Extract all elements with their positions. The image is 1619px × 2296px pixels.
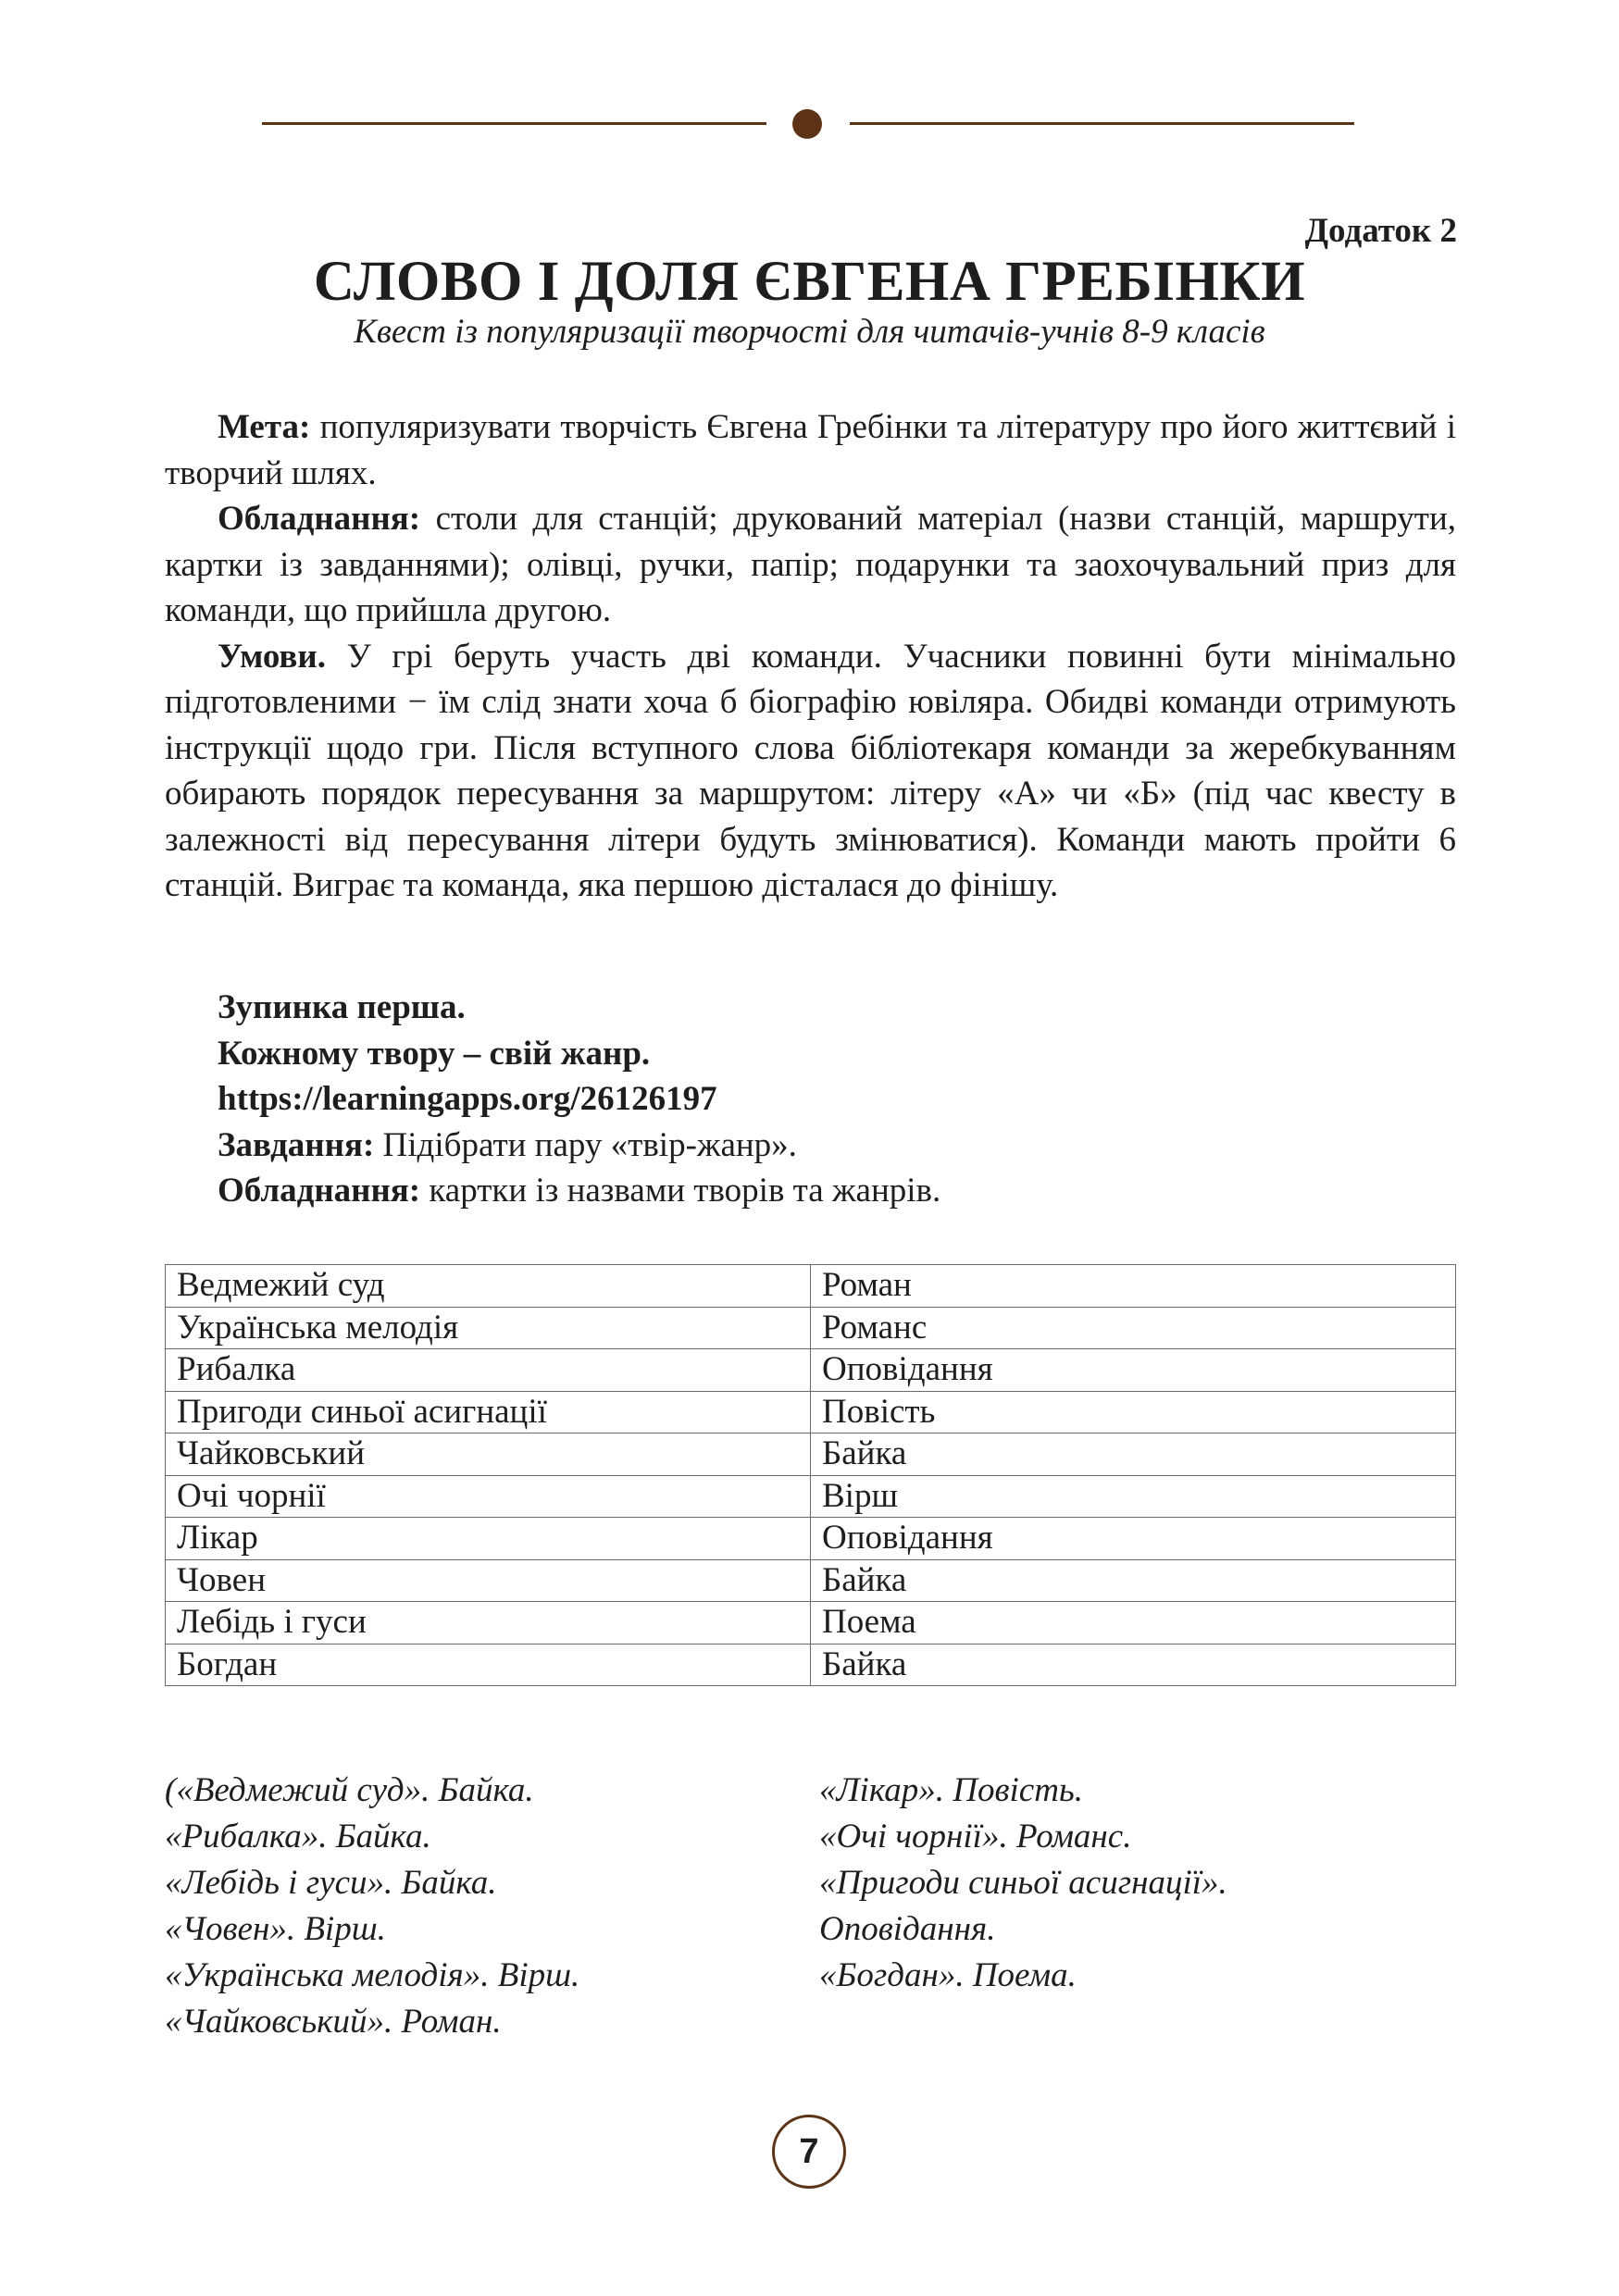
genre-cell: Повість xyxy=(811,1391,1456,1433)
page-title: СЛОВО І ДОЛЯ ЄВГЕНА ГРЕБІНКИ xyxy=(313,251,1306,313)
works-genres-table xyxy=(165,1264,1456,1686)
table-row xyxy=(166,1349,1456,1392)
work-cell: Очі чорнії xyxy=(166,1475,811,1518)
answer-line: «Лікар». Повість. xyxy=(819,1771,1084,1809)
work-cell: Чайковський xyxy=(166,1433,811,1476)
answer-line: «Пригоди синьої асигнації». xyxy=(819,1864,1227,1902)
equipment-paragraph xyxy=(165,496,1456,634)
header-divider xyxy=(262,109,1354,137)
stop-subtitle: Кожному твору – свій жанр. xyxy=(218,1034,651,1073)
genre-cell: Байка xyxy=(811,1559,1456,1602)
stop-equipment-label: Обладнання: xyxy=(218,1172,421,1210)
work-cell: Українська мелодія xyxy=(166,1307,811,1349)
genre-cell: Байка xyxy=(811,1433,1456,1476)
task-line xyxy=(218,1123,940,1169)
answers-left-column xyxy=(165,1768,579,2045)
table-row xyxy=(166,1265,1456,1308)
answers-right-column xyxy=(819,1768,1227,1999)
stop-link[interactable]: https://learningapps.org/26126197 xyxy=(218,1080,717,1118)
conditions-text: У грі беруть участь дві команди. Учасники повинні бути мінімально підготовленими − їм слід знати хоча б біографію ювіляра. Обидві команди отримують інструкції щодо гри. Після вступного слова бібліотекаря команди за жеребкуванням обирають порядок пересування за маршрутом: літеру «А» чи «Б» (під час квесту в залежності від пересування літери будуть змінюватися). Команди мають пройти 6 станцій. Виграє та команда, яка першою дісталася до фінішу. xyxy=(165,637,1456,904)
table-row xyxy=(166,1559,1456,1602)
conditions-label: Умови. xyxy=(218,637,326,676)
divider-line-right xyxy=(850,122,1354,125)
divider-line-left xyxy=(262,122,766,125)
answer-line: «Чайковський». Роман. xyxy=(165,2003,502,2041)
appendix-label: Додаток 2 xyxy=(1304,212,1457,250)
genre-cell: Поема xyxy=(811,1602,1456,1644)
intro-section xyxy=(165,404,1456,909)
answer-line: «Човен». Вірш. xyxy=(165,1910,386,1948)
goal-paragraph xyxy=(165,404,1456,496)
genre-cell: Оповідання xyxy=(811,1518,1456,1560)
table-row xyxy=(166,1475,1456,1518)
genre-cell: Романс xyxy=(811,1307,1456,1349)
answer-line: «Очі чорнії». Романс. xyxy=(819,1818,1132,1855)
work-cell: Ведмежий суд xyxy=(166,1265,811,1308)
stop-equipment-text: картки із назвами творів та жанрів. xyxy=(420,1172,941,1210)
equipment-text: столи для станцій; друкований матеріал (назви станцій, маршрути, картки із завданнями); олівці, ручки, папір; подарунки та заохочувальний приз для команди, що прийшла другою. xyxy=(165,500,1456,629)
work-cell: Богдан xyxy=(166,1644,811,1686)
page-number: 7 xyxy=(772,2115,846,2189)
equipment-label: Обладнання: xyxy=(218,500,421,538)
conditions-paragraph xyxy=(165,634,1456,909)
task-text: Підібрати пару «твір-жанр». xyxy=(374,1125,797,1164)
genre-cell: Роман xyxy=(811,1265,1456,1308)
answer-line: Оповідання. xyxy=(819,1910,996,1948)
table-row xyxy=(166,1602,1456,1644)
work-cell: Пригоди синьої асигнації xyxy=(166,1391,811,1433)
table-row xyxy=(166,1644,1456,1686)
answer-line: «Богдан». Поема. xyxy=(819,1956,1077,1994)
task-label: Завдання: xyxy=(218,1125,375,1164)
stop-section xyxy=(218,985,940,1214)
genre-cell: Вірш xyxy=(811,1475,1456,1518)
stop-equipment-line xyxy=(218,1168,940,1214)
table-row xyxy=(166,1518,1456,1560)
goal-label: Мета: xyxy=(218,408,311,446)
goal-text: популяризувати творчість Євгена Гребінки та літературу про його життєвий і творчий шлях. xyxy=(165,408,1456,492)
answer-line: «Українська мелодія». Вірш. xyxy=(165,1956,580,1994)
genre-cell: Оповідання xyxy=(811,1349,1456,1392)
work-cell: Рибалка xyxy=(166,1349,811,1392)
work-cell: Лікар xyxy=(166,1518,811,1560)
stop-name: Зупинка перша. xyxy=(218,988,466,1026)
genre-cell: Байка xyxy=(811,1644,1456,1686)
answer-line: («Ведмежий суд». Байка. xyxy=(165,1771,534,1809)
table-row xyxy=(166,1391,1456,1433)
table-row xyxy=(166,1307,1456,1349)
answer-line: «Рибалка». Байка. xyxy=(165,1818,431,1855)
work-cell: Лебідь і гуси xyxy=(166,1602,811,1644)
table-row xyxy=(166,1433,1456,1476)
answer-line: «Лебідь і гуси». Байка. xyxy=(165,1864,497,1902)
divider-dot xyxy=(792,109,822,139)
work-cell: Човен xyxy=(166,1559,811,1602)
page-subtitle: Квест із популяризації творчості для читачів-учнів 8-9 класів xyxy=(354,313,1265,351)
